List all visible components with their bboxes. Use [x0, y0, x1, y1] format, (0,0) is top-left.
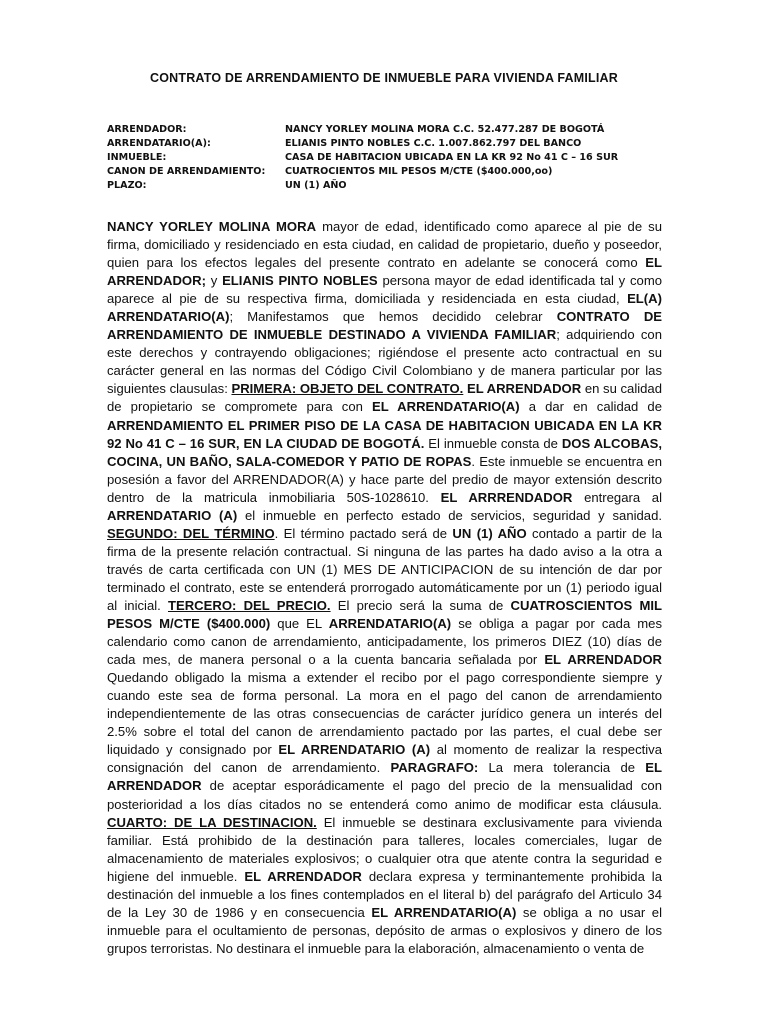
body-text: El término pactado será de — [278, 525, 453, 541]
body-text: El precio será la suma de — [330, 597, 511, 613]
emphasis-text: EL ARRENDATARIO (A) — [278, 742, 431, 758]
emphasis-text: UN (1) AÑO — [452, 525, 527, 541]
body-text: en su calidad de propietario se compromete para con — [107, 381, 662, 415]
summary-value: UN (1) AÑO — [285, 180, 347, 191]
emphasis-text: EL(A) ARRENDATARIO(A) — [107, 291, 662, 325]
body-text: se obliga a pagar por cada mes calendario como canon de arrendamiento, anticipadamente, los primeros DIEZ (10) días de cada mes, de manera personal o a la cuenta bancaria señalada por — [107, 616, 662, 668]
summary-value: CUATROCIENTOS MIL PESOS M/CTE ($400.000,oo) — [285, 166, 553, 177]
body-text: entregara al — [572, 489, 662, 505]
document-title: CONTRATO DE ARRENDAMIENTO DE INMUEBLE PARA VIVIENDA FAMILIAR — [149, 71, 619, 85]
summary-row — [107, 179, 687, 193]
body-text: . — [274, 525, 279, 541]
body-text: y — [205, 273, 223, 289]
summary-label: CANON DE ARRENDAMIENTO: — [107, 166, 266, 177]
body-text: El inmueble consta de — [424, 435, 562, 451]
summary-row — [107, 137, 687, 151]
body-text: de aceptar esporádicamente el pago del precio de la mensualidad con posterioridad a los días citados no se entenderá como animo de modificar esta cláusula. — [107, 778, 662, 812]
emphasis-text: EL ARRENDADOR — [244, 868, 362, 884]
body-text: ; Manifestamos que hemos decidido celebrar — [229, 309, 557, 325]
emphasis-text: ARRENDATARIO (A) — [107, 507, 238, 523]
body-text: ; adquiriendo con este derechos y contrayendo obligaciones; rigiéndose el presente acto contractual en su carácter general en las normas del Código Civil Colombiano y de manera particular por las siguientes clausulas: — [107, 327, 662, 397]
clause-heading: TERCERO: DEL PRECIO. — [167, 597, 331, 613]
emphasis-text: EL ARRENDADOR — [466, 381, 582, 397]
emphasis-text: DOS ALCOBAS, COCINA, UN BAÑO, SALA-COMEDOR Y PATIO DE ROPAS — [107, 435, 662, 469]
body-text: al momento de realizar la respectiva consignación del canon de arrendamiento. — [107, 742, 663, 776]
clause-heading: SEGUNDO: DEL TÉRMINO — [107, 525, 275, 541]
emphasis-text: CONTRATO DE ARRENDAMIENTO DE INMUEBLE DESTINADO A VIVIENDA FAMILIAR — [107, 309, 663, 343]
body-text: contado a partir de la firma de la presente relación contractual. Si ninguna de las partes ha dado aviso a la otra a través de carta certificada con UN (1) MES DE ANTICIPACION de su intención de dar por terminado el contrato, este se entenderá prorrogado automáticamente por un (1) periodo igual al inicial. — [107, 525, 662, 613]
clause-heading: PRIMERA: OBJETO DEL CONTRATO. — [231, 381, 464, 397]
summary-row — [107, 165, 687, 179]
summary-label: INMUEBLE: — [107, 152, 167, 163]
body-text: que EL — [270, 616, 329, 632]
emphasis-text: CUATROSCIENTOS MIL PESOS M/CTE ($400.000) — [107, 597, 662, 632]
emphasis-text: NANCY YORLEY MOLINA MORA — [107, 219, 317, 234]
body-text: Quedando obligado la misma a extender el recibo por el pago correspondiente siempre y cuando este sea de forma personal. La mora en el pago del canon de arrendamiento independientemente de las otras consecuencias de carácter jurídico genera un interés del 2.5% sobre el total del canon de arrendamiento pactado por las partes, el cual debe ser liquidado y consignado por — [107, 670, 662, 758]
contract-summary — [107, 123, 687, 193]
body-text: persona mayor de edad identificada tal y como aparece al pie de su respectiva firma, domiciliada y residenciada en esta ciudad, — [107, 273, 663, 307]
summary-value: NANCY YORLEY MOLINA MORA C.C. 52.477.287 DE BOGOTÁ — [285, 124, 605, 135]
summary-label: PLAZO: — [107, 180, 147, 191]
emphasis-text: ARRENDAMIENTO EL PRIMER PISO DE LA CASA DE HABITACION UBICADA EN LA KR 92 No 41 C – 16 SUR, EN LA CIUDAD DE BOGOTÁ. — [107, 417, 662, 451]
body-text: La mera tolerancia de — [478, 760, 646, 776]
summary-label: ARRENDADOR: — [107, 124, 187, 135]
emphasis-text: EL ARRENDATARIO(A) — [371, 904, 517, 920]
body-text: mayor de edad, identificado como aparece al pie de su firma, domiciliado y residenciado en esta ciudad, en calidad de propietario, dueño y poseedor, quien para los efectos legales del presente contrato en adelante se conocerá como — [107, 219, 662, 271]
summary-label: ARRENDATARIO(A): — [107, 138, 211, 149]
body-text: el inmueble en perfecto estado de servicios, seguridad y sanidad. — [237, 507, 662, 523]
emphasis-text: EL ARRRENDADOR — [440, 489, 573, 505]
emphasis-text: EL ARRENDADOR — [107, 760, 662, 794]
clause-heading: CUARTO: DE LA DESTINACION. — [107, 814, 317, 830]
emphasis-text: ELIANIS PINTO NOBLES — [222, 273, 378, 289]
body-text: declara expresa y terminantemente prohibida la destinación del inmueble a los fines contemplados en el literal b) del parágrafo del Articulo 34 de la Ley 30 de 1986 y en consecuencia — [107, 868, 662, 920]
emphasis-text: PARAGRAFO: — [390, 760, 479, 776]
emphasis-text: ARRENDATARIO(A) — [328, 616, 452, 632]
emphasis-text: EL ARRENDATARIO(A) — [372, 399, 520, 415]
emphasis-text: EL ARRENDADOR; — [107, 255, 662, 289]
body-text: . Este inmueble se encuentra en posesión a favor del ARRENDADOR(A) y hace parte del predio de mayor extensión descrito dentro de la matricula inmobiliaria 50S-1028610. — [107, 453, 662, 505]
summary-row — [107, 151, 687, 165]
summary-value: CASA DE HABITACION UBICADA EN LA KR 92 No 41 C – 16 SUR — [285, 152, 619, 163]
emphasis-text: EL ARRENDADOR — [544, 652, 662, 668]
body-text: a dar en calidad de — [519, 399, 662, 415]
summary-row — [107, 123, 687, 137]
contract-body — [107, 218, 662, 958]
body-text: se obliga a no usar el inmueble para el ocultamiento de personas, depósito de armas o explosivos y dinero de los grupos terroristas. No destinara el inmueble para la elaboración, almacenamiento o venta de — [107, 904, 662, 956]
body-text: El inmueble se destinara exclusivamente para vivienda familiar. Está prohibido de la destinación para talleres, locales comerciales, lugar de almacenamiento de materiales explosivos; o cualquier otra que atente contra la seguridad e higiene del inmueble. — [107, 814, 663, 884]
summary-value: ELIANIS PINTO NOBLES C.C. 1.007.862.797 DEL BANCO — [285, 138, 582, 149]
